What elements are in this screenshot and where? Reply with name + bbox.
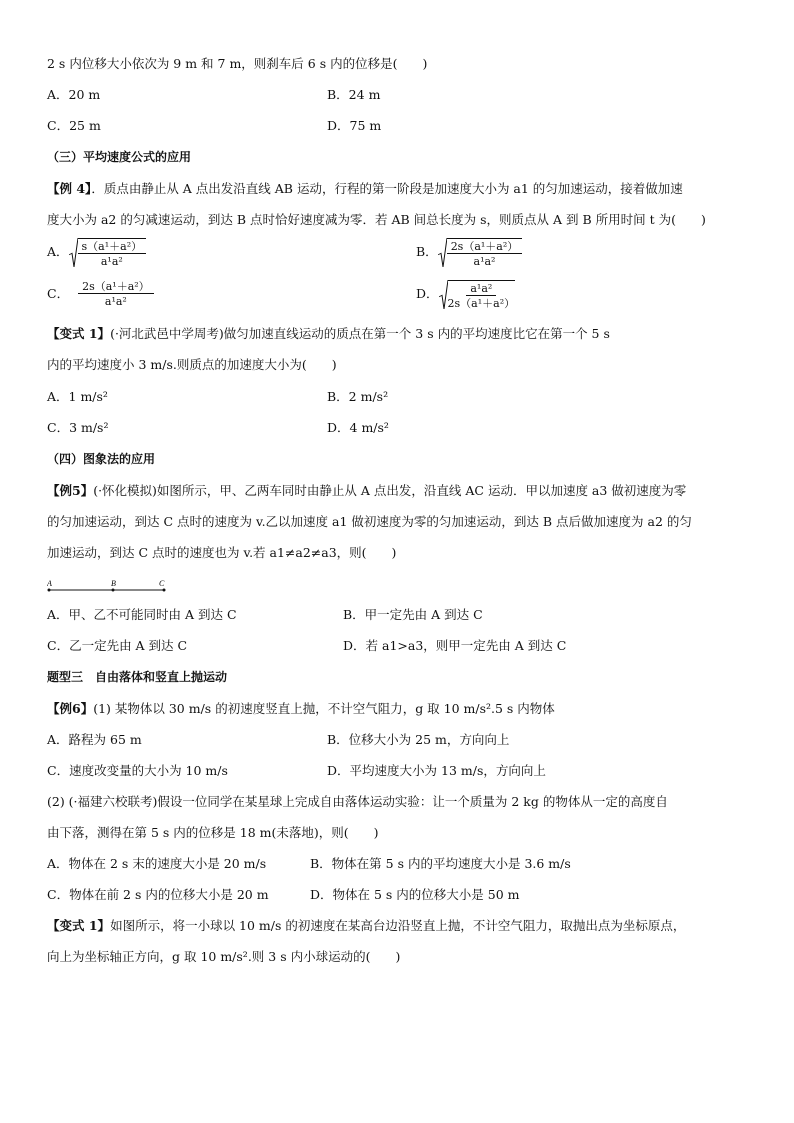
question-marker: 【变式 1】 — [47, 326, 111, 341]
option-a-label: A． — [47, 244, 69, 260]
variant-1-line-1: 【变式 1】(·河北武邑中学周考)做匀加速直线运动的质点在第一个 3 s 内的平均速度比它在第一个 5 s — [47, 326, 610, 341]
option-d: D．75 m — [327, 118, 382, 133]
example-5-line-2: 的匀加速运动，到达 C 点时的速度为 v.乙以加速度 a1 做初速度为零的匀加速运动，到达 B 点后做加速度为 a2 的匀 — [47, 514, 692, 529]
example-6-part2-line-2: 由下落，测得在第 5 s 内的位移是 18 m(未落地)，则( ) — [47, 825, 379, 840]
sqrt-symbol — [69, 238, 147, 267]
option-b: B．24 m — [327, 87, 381, 102]
option-c: C．25 m — [47, 118, 101, 133]
variant-1b-line-1: 【变式 1】如图所示，将一小球以 10 m/s 的初速度在某高台边沿竖直上抛，不计空气阻力，取抛出点为坐标原点， — [47, 918, 686, 933]
option-c: C．3 m/s² — [47, 420, 109, 435]
option-d: D．物体在 5 s 内的位移大小是 50 m — [310, 887, 520, 902]
option-b-formula — [416, 238, 522, 267]
option-d-formula — [416, 280, 515, 309]
question-marker: 【例5】 — [47, 483, 94, 498]
question-text: 2 s 内位移大小依次为 9 m 和 7 m，则刹车后 6 s 内的位移是( ) — [47, 56, 428, 71]
option-b: B．甲一定先由 A 到达 C — [343, 607, 483, 622]
fraction-denominator: a¹a² — [100, 255, 123, 268]
example-4-line-1: 【例 4】．质点由静止从 A 点出发沿直线 AB 运动，行程的第一阶段是加速度大小为 a1 的匀加速运动，接着做加速 — [47, 181, 683, 196]
option-a: A．甲、乙不可能同时由 A 到达 C — [47, 607, 237, 622]
section-heading: （三）平均速度公式的应用 — [47, 150, 192, 164]
option-b: B．2 m/s² — [327, 389, 389, 404]
section-heading: 题型三 自由落体和竖直上抛运动 — [47, 670, 228, 684]
option-d: D．若 a1>a3，则甲一定先由 A 到达 C — [343, 638, 567, 653]
option-c: C．乙一定先由 A 到达 C — [47, 638, 188, 653]
fraction-denominator: 2s（a¹＋a²） — [447, 297, 516, 310]
section-heading: （四）图象法的应用 — [47, 452, 156, 466]
option-b: B．物体在第 5 s 内的平均速度大小是 3.6 m/s — [310, 856, 571, 871]
option-c: C．物体在前 2 s 内的位移大小是 20 m — [47, 887, 269, 902]
option-a: A．1 m/s² — [47, 389, 108, 404]
question-marker: 【例 4】 — [47, 181, 92, 196]
option-d: D．4 m/s² — [327, 420, 389, 435]
point-b-label: B — [111, 579, 116, 588]
fraction-numerator: a¹a² — [466, 283, 496, 296]
point-a-dot — [48, 589, 51, 592]
question-marker: 【变式 1】 — [47, 918, 111, 933]
abc-line-diagram — [47, 578, 177, 597]
sqrt-symbol — [439, 280, 516, 309]
point-c-dot — [163, 589, 166, 592]
point-a-label: A — [47, 579, 52, 588]
option-a-formula — [47, 238, 146, 267]
option-c-formula — [47, 281, 154, 307]
option-b-label: B． — [416, 244, 438, 260]
variant-1-line-2: 内的平均速度小 3 m/s.则质点的加速度大小为( ) — [47, 357, 337, 372]
option-d: D．平均速度大小为 13 m/s，方向向上 — [327, 763, 546, 778]
fraction-denominator: a¹a² — [473, 255, 496, 268]
fraction-numerator: 2s（a¹＋a²） — [78, 281, 154, 294]
sqrt-symbol — [438, 238, 523, 267]
example-6-part2-line-1: (2) (·福建六校联考)假设一位同学在某星球上完成自由落体运动实验：让一个质量为 2 kg 的物体从一定的高度自 — [47, 794, 668, 809]
variant-1b-line-2: 向上为坐标轴正方向，g 取 10 m/s².则 3 s 内小球运动的( ) — [47, 949, 401, 964]
option-c-label: C． — [47, 285, 70, 301]
point-b-dot — [112, 589, 115, 592]
fraction-numerator: 2s（a¹＋a²） — [447, 241, 523, 254]
example-4-line-2: 度大小为 a2 的匀减速运动，到达 B 点时恰好速度减为零．若 AB 间总长度为 s，则质点从 A 到 B 所用时间 t 为( ) — [47, 212, 706, 227]
option-a: A．20 m — [47, 87, 101, 102]
question-marker: 【例6】 — [47, 701, 94, 716]
point-c-label: C — [159, 579, 165, 588]
option-c: C．速度改变量的大小为 10 m/s — [47, 763, 228, 778]
option-a: A．物体在 2 s 末的速度大小是 20 m/s — [47, 856, 267, 871]
example-5-line-1: 【例5】(·怀化模拟)如图所示，甲、乙两车同时由静止从 A 点出发，沿直线 AC 运动．甲以加速度 a3 做初速度为零 — [47, 483, 687, 498]
example-6-line-1: 【例6】(1) 某物体以 30 m/s 的初速度竖直上抛，不计空气阻力，g 取 10 m/s².5 s 内物体 — [47, 701, 555, 716]
option-b: B．位移大小为 25 m，方向向上 — [327, 732, 510, 747]
fraction-denominator: a¹a² — [104, 295, 127, 308]
fraction-numerator: s（a¹＋a²） — [78, 241, 147, 254]
option-d-label: D． — [416, 286, 439, 302]
example-5-line-3: 加速运动，到达 C 点时的速度也为 v.若 a1≠a2≠a3，则( ) — [47, 545, 397, 560]
option-a: A．路程为 65 m — [47, 732, 142, 747]
